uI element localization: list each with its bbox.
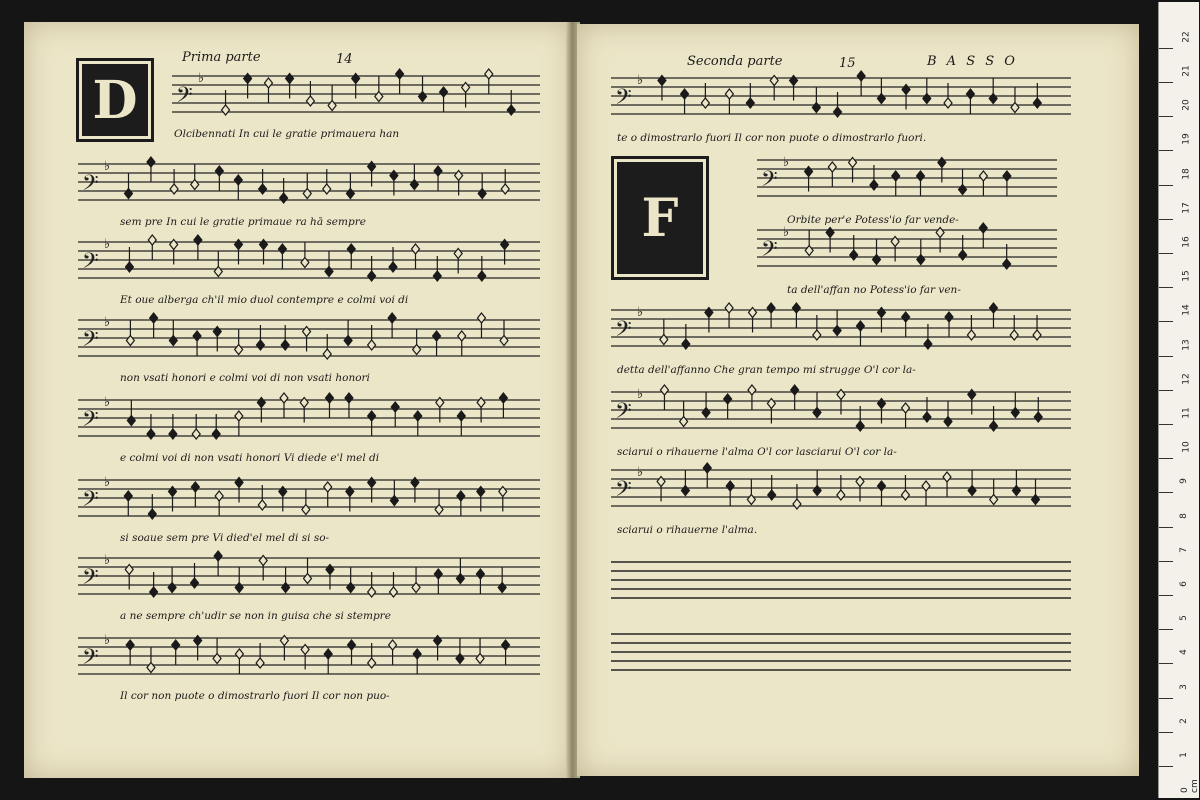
ruler-tick-mark (1159, 321, 1173, 322)
svg-text:♭: ♭ (104, 315, 111, 330)
svg-text:𝄢: 𝄢 (615, 85, 632, 115)
svg-text:𝄢: 𝄢 (82, 249, 99, 279)
left-staff-6 (78, 472, 540, 528)
ruler-tick-14: 14 (1181, 304, 1192, 317)
svg-text:𝄢: 𝄢 (176, 83, 193, 113)
ruler-tick-mark (1159, 48, 1173, 49)
right-staff-1 (611, 70, 1071, 126)
ruler-tick-mark (1159, 527, 1173, 528)
ruler-tick-1: 1 (1178, 752, 1189, 758)
left-lyric-line-8: Il cor non puote o dimostrarlo fuori Il cor non puo- (120, 690, 390, 702)
left-staff-3 (78, 234, 540, 290)
svg-text:𝄢: 𝄢 (761, 167, 778, 197)
decorated-initial-f: F (611, 156, 709, 280)
ruler-tick-7: 7 (1178, 546, 1189, 553)
ruler-tick-6: 6 (1178, 581, 1189, 587)
right-staff-4 (611, 302, 1071, 358)
svg-text:𝄢: 𝄢 (82, 487, 99, 517)
ruler-tick-18: 18 (1181, 167, 1192, 180)
ruler-tick-10: 10 (1181, 441, 1192, 453)
ruler-tick-mark (1159, 595, 1173, 596)
right-header-label: Seconda parte (687, 54, 783, 69)
ruler-unit-label: 0 cm (1180, 779, 1200, 793)
ruler-tick-13: 13 (1181, 338, 1192, 351)
left-lyric-line-2: sem pre In cui le gratie primaue ra hā sempre (120, 216, 366, 228)
ruler-tick-22: 22 (1181, 31, 1192, 43)
svg-text:𝄢: 𝄢 (615, 317, 632, 347)
svg-text:♭: ♭ (637, 305, 644, 320)
svg-text:♭: ♭ (104, 633, 111, 648)
ruler-tick-15: 15 (1181, 270, 1192, 282)
svg-text:♭: ♭ (104, 475, 111, 490)
ruler-tick-2: 2 (1178, 717, 1189, 724)
ruler-tick-8: 8 (1178, 512, 1189, 519)
svg-text:𝄢: 𝄢 (82, 565, 99, 595)
ruler-tick-mark (1159, 663, 1173, 664)
svg-text:♭: ♭ (198, 71, 205, 86)
ruler-tick-mark (1159, 356, 1173, 357)
right-lyric-line-4: detta dell'affanno Che gran tempo mi strugge O'l cor la- (617, 364, 916, 376)
svg-text:♭: ♭ (104, 395, 111, 410)
right-staff-6 (611, 462, 1071, 518)
ruler-tick-21: 21 (1181, 65, 1192, 77)
ruler-tick-mark (1159, 150, 1173, 151)
svg-text:♭: ♭ (104, 553, 111, 568)
ruler-tick-mark (1159, 116, 1173, 117)
ruler-tick-mark (1159, 458, 1173, 459)
left-page-number: 14 (336, 52, 353, 67)
ruler-tick-12: 12 (1181, 373, 1192, 385)
left-lyric-line-4: non vsati honori e colmi voi di non vsati honori (120, 372, 370, 384)
left-staff-2 (78, 156, 540, 212)
svg-text:♭: ♭ (783, 225, 790, 240)
left-lyric-line-6: si soaue sem pre Vi died'el mel di si so- (120, 532, 330, 544)
left-staff-7 (78, 550, 540, 606)
ruler-tick-mark (1159, 492, 1173, 493)
right-page (577, 24, 1139, 776)
left-staff-5 (78, 392, 540, 448)
left-staff-8 (78, 630, 540, 686)
ruler-tick-mark (1159, 629, 1173, 630)
svg-text:𝄢: 𝄢 (82, 171, 99, 201)
ruler-tick-mark (1159, 561, 1173, 562)
ruler-tick-4: 4 (1178, 649, 1189, 656)
right-staff-5 (611, 384, 1071, 440)
right-staff-3 (757, 222, 1057, 278)
left-lyric-line-3: Et oue alberga ch'il mio duol contempre e colmi voi di (120, 294, 409, 306)
right-staff-2 (757, 152, 1057, 208)
decorated-initial-d: D (76, 58, 154, 142)
ruler-tick-mark (1159, 732, 1173, 733)
svg-text:𝄢: 𝄢 (615, 477, 632, 507)
right-lyric-line-3: ta dell'affan no Potess'io far ven- (787, 284, 961, 296)
svg-text:𝄢: 𝄢 (82, 327, 99, 357)
ruler-tick-17: 17 (1181, 202, 1192, 214)
left-lyric-line-7: a ne sempre ch'udir se non in guisa che si stempre (120, 610, 391, 622)
svg-text:♭: ♭ (783, 155, 790, 170)
svg-text:𝄢: 𝄢 (615, 399, 632, 429)
left-lyric-line-1: Olcibennati In cui le gratie primauera han (174, 128, 400, 140)
ruler-tick-mark (1159, 424, 1173, 425)
svg-text:♭: ♭ (104, 237, 111, 252)
ruler-tick-11: 11 (1181, 407, 1192, 419)
ruler-tick-mark (1159, 698, 1173, 699)
ruler-tick-19: 19 (1181, 133, 1192, 146)
left-staff-4 (78, 312, 540, 368)
right-lyric-line-6: sciarui o rihauerne l'alma. (617, 524, 758, 536)
voice-label: B A S S O (927, 54, 1018, 69)
right-lyric-line-5: sciarui o rihauerne l'alma O'l cor lasciarui O'l cor la- (617, 446, 897, 458)
ruler-tick-mark (1159, 219, 1173, 220)
svg-text:♭: ♭ (637, 387, 644, 402)
left-staff-1 (172, 68, 540, 124)
ruler-tick-mark (1159, 185, 1173, 186)
ruler-tick-20: 20 (1181, 99, 1192, 111)
svg-text:𝄢: 𝄢 (82, 645, 99, 675)
right-empty-staff-2 (611, 628, 1071, 678)
left-header-label: Prima parte (182, 50, 261, 65)
right-page-number: 15 (839, 56, 856, 71)
ruler-tick-mark (1159, 253, 1173, 254)
svg-text:𝄢: 𝄢 (82, 407, 99, 437)
ruler-tick-mark (1159, 287, 1173, 288)
right-empty-staff-1 (611, 556, 1071, 606)
ruler-tick-9: 9 (1178, 478, 1189, 485)
ruler-tick-5: 5 (1178, 615, 1189, 622)
right-lyric-line-2: Orbite per'e Potess'io far vende- (787, 214, 959, 226)
svg-text:♭: ♭ (637, 73, 644, 88)
measurement-ruler (1158, 2, 1199, 798)
ruler-tick-3: 3 (1178, 683, 1189, 690)
left-lyric-line-5: e colmi voi di non vsati honori Vi diede e'l mel di (120, 452, 380, 464)
ruler-tick-mark (1159, 390, 1173, 391)
ruler-tick-mark (1159, 82, 1173, 83)
svg-text:♭: ♭ (637, 465, 644, 480)
svg-text:♭: ♭ (104, 159, 111, 174)
left-page (24, 22, 572, 778)
svg-text:𝄢: 𝄢 (761, 237, 778, 267)
ruler-tick-16: 16 (1181, 236, 1192, 248)
right-lyric-line-1: te o dimostrarlo fuori Il cor non puote o dimostrarlo fuori. (617, 132, 927, 144)
ruler-tick-mark (1159, 766, 1173, 767)
